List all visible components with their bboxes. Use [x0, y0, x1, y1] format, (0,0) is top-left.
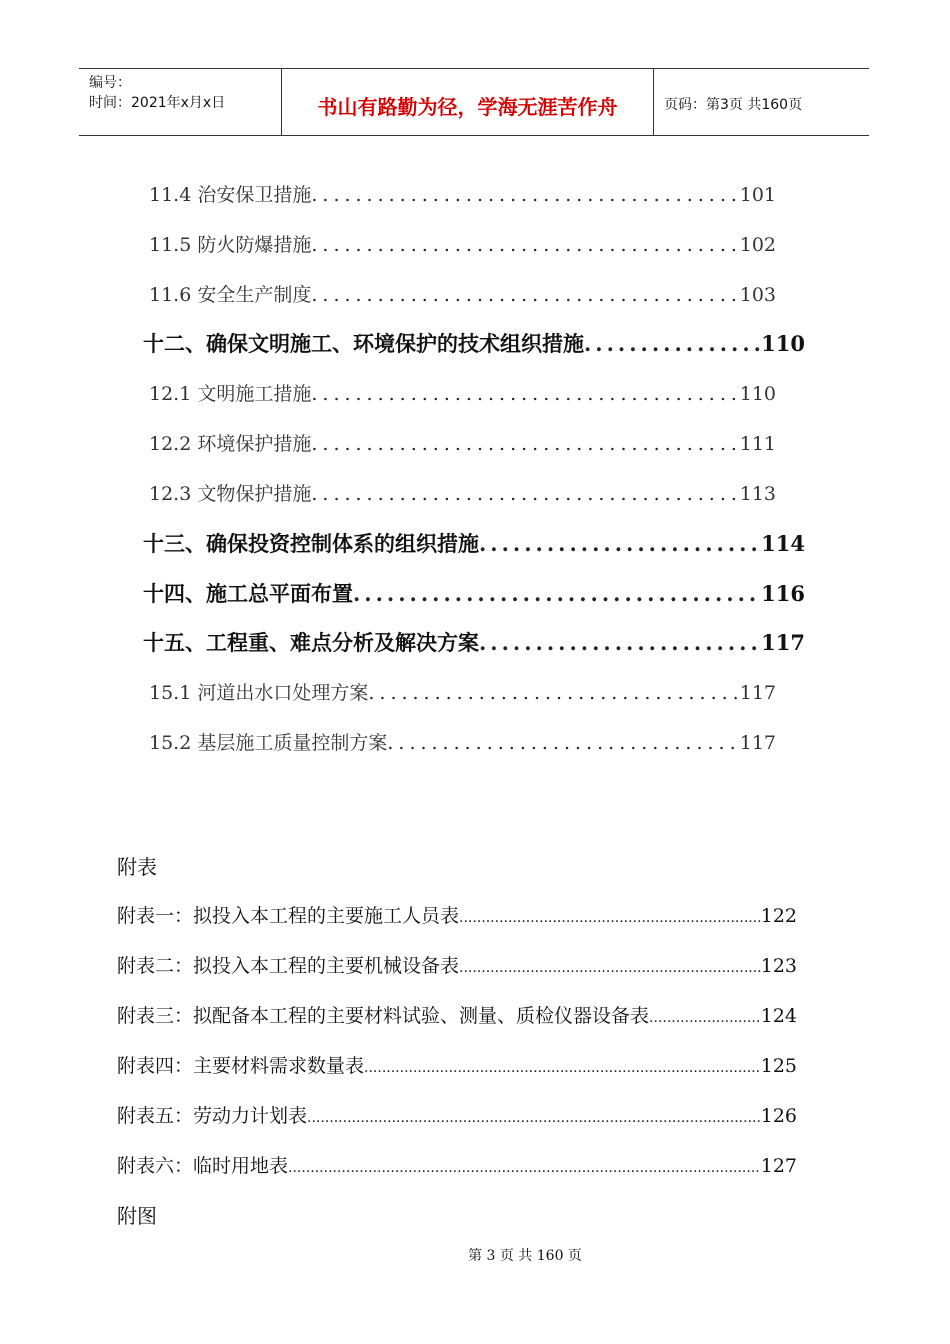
page-footer: 第 3 页 共 160 页: [468, 1248, 582, 1264]
toc-entry-page: 101: [739, 184, 776, 206]
dot-leader: [288, 1160, 761, 1176]
toc-chapter-entry[interactable]: [143, 328, 805, 358]
toc-entry-page: 117: [761, 630, 805, 655]
header-motto: 书山有路勤为径，学海无涯苦作舟: [282, 69, 654, 135]
appendix-entry[interactable]: [117, 1001, 797, 1028]
dot-leader: [387, 732, 739, 754]
toc-entry-page: 111: [739, 433, 776, 455]
dot-leader: [368, 682, 739, 704]
appendix-entry[interactable]: [117, 951, 797, 978]
appendix-entry-title: 附表二：拟投入本工程的主要机械设备表: [117, 955, 460, 977]
dot-leader: [479, 531, 761, 556]
toc-entry[interactable]: [149, 230, 776, 257]
page-header: [79, 68, 869, 136]
toc-chapter-entry[interactable]: [143, 528, 805, 558]
dot-leader: [459, 910, 761, 926]
toc-chapter-entry[interactable]: [143, 578, 805, 608]
toc-entry-page: 117: [739, 682, 776, 704]
toc-entry-page: 114: [761, 531, 805, 556]
document-time-label: 时间：2021年x月x日: [89, 95, 226, 111]
dot-leader: [479, 630, 761, 655]
toc-entry-page: 103: [739, 284, 776, 306]
appendix-entry-page: 122: [760, 905, 797, 927]
appendix-entry-page: 127: [760, 1155, 797, 1177]
toc-entry-title: 15.1 河道出水口处理方案: [149, 682, 369, 704]
dot-leader: [307, 1110, 761, 1126]
appendix-entry[interactable]: [117, 1151, 797, 1178]
header-page-info: 页码：第3页 共160页: [664, 97, 803, 113]
document-number-label: 编号：: [89, 75, 131, 91]
toc-entry[interactable]: [149, 479, 776, 506]
toc-chapter-entry[interactable]: [143, 627, 805, 657]
toc-entry[interactable]: [149, 728, 776, 755]
toc-entry-title: 十五、工程重、难点分析及解决方案: [143, 630, 479, 655]
toc-entry-page: 116: [761, 581, 805, 606]
toc-entry-title: 11.4 治安保卫措施: [149, 184, 312, 206]
appendix-entry-page: 126: [760, 1105, 797, 1127]
appendix-entry-title: 附表三：拟配备本工程的主要材料试验、测量、质检仪器设备表: [117, 1005, 650, 1027]
dot-leader: [311, 234, 739, 256]
header-meta: [79, 69, 282, 135]
dot-leader: [311, 483, 739, 505]
toc-entry[interactable]: [149, 678, 776, 705]
dot-leader: [311, 383, 739, 405]
toc-entry[interactable]: [149, 180, 776, 207]
dot-leader: [459, 960, 761, 976]
appendix-entry[interactable]: [117, 1051, 797, 1078]
dot-leader: [311, 284, 739, 306]
dot-leader: [584, 331, 761, 356]
toc-entry[interactable]: [149, 379, 776, 406]
dot-leader: [649, 1010, 761, 1026]
toc-entry-title: 12.1 文明施工措施: [149, 383, 312, 405]
figures-heading: 附图: [117, 1204, 157, 1228]
appendix-entry-page: 125: [760, 1055, 797, 1077]
toc-entry-title: 11.5 防火防爆措施: [149, 234, 312, 256]
appendix-entry[interactable]: [117, 1101, 797, 1128]
toc-entry-page: 117: [739, 732, 776, 754]
appendix-entry-page: 123: [760, 955, 797, 977]
appendix-entry-title: 附表五：劳动力计划表: [117, 1105, 308, 1127]
toc-entry-title: 15.2 基层施工质量控制方案: [149, 732, 388, 754]
appendix-entry-title: 附表四：主要材料需求数量表: [117, 1055, 365, 1077]
toc-entry-title: 十四、施工总平面布置: [143, 581, 353, 606]
appendix-entry-title: 附表一：拟投入本工程的主要施工人员表: [117, 905, 460, 927]
toc-entry[interactable]: [149, 429, 776, 456]
toc-entry-page: 110: [761, 331, 805, 356]
dot-leader: [311, 184, 739, 206]
toc-entry-title: 十三、确保投资控制体系的组织措施: [143, 531, 479, 556]
appendix-heading: 附表: [117, 855, 157, 879]
appendix-entry[interactable]: [117, 901, 797, 928]
dot-leader: [353, 581, 761, 606]
dot-leader: [311, 433, 739, 455]
toc-entry-page: 113: [739, 483, 776, 505]
toc-entry[interactable]: [149, 280, 776, 307]
appendix-entry-page: 124: [760, 1005, 797, 1027]
toc-entry-title: 12.2 环境保护措施: [149, 433, 312, 455]
toc-entry-title: 十二、确保文明施工、环境保护的技术组织措施: [143, 331, 584, 356]
toc-entry-page: 110: [739, 383, 776, 405]
toc-entry-title: 12.3 文物保护措施: [149, 483, 312, 505]
toc-entry-title: 11.6 安全生产制度: [149, 284, 312, 306]
appendix-entry-title: 附表六：临时用地表: [117, 1155, 289, 1177]
toc-entry-page: 102: [739, 234, 776, 256]
dot-leader: [364, 1060, 761, 1076]
